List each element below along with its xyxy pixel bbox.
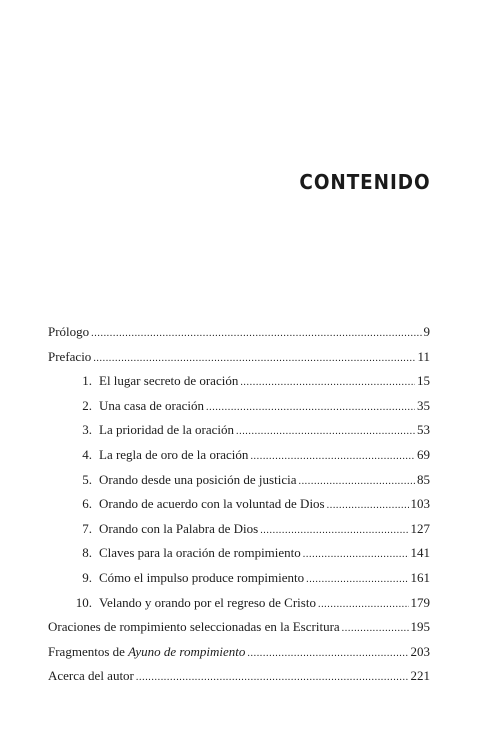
toc-dot-leader	[91, 320, 421, 347]
toc-dot-leader	[250, 443, 415, 470]
toc-page-number: 9	[423, 324, 430, 339]
toc-chapter-entry	[48, 517, 430, 542]
toc-entry-label: Velando y orando por el regreso de Cristo	[99, 594, 316, 610]
toc-entry-label: Una casa de oración	[99, 397, 205, 413]
toc-chapter-entry	[48, 492, 430, 517]
toc-page-number: 203	[410, 643, 430, 659]
toc-chapter-number: 10.	[75, 594, 92, 610]
toc-page-number: 11	[417, 348, 430, 364]
toc-page-number: 161	[410, 569, 430, 585]
toc-chapter-entry	[48, 369, 430, 394]
toc-entry	[48, 664, 430, 689]
toc-chapter-number: 7.	[82, 520, 92, 536]
toc-dot-leader	[260, 517, 408, 544]
toc-entry-label: Prefacio	[48, 348, 92, 364]
toc-chapter-number: 6.	[82, 496, 92, 512]
toc-entry-label: Orando con la Palabra de Dios	[99, 520, 259, 536]
toc-page-number: 103	[410, 496, 430, 512]
toc-page-number: 35	[417, 397, 430, 413]
toc-chapter-number: 2.	[82, 397, 92, 413]
page-title: CONTENIDO	[299, 170, 431, 194]
toc-entry	[48, 640, 430, 665]
toc-entry-label: Fragmentos de Ayuno de rompimiento	[48, 643, 246, 659]
toc-entry-label: Orando desde una posición de justicia	[99, 471, 297, 487]
toc-page-number: 179	[410, 594, 430, 610]
toc-chapter-entry	[48, 591, 430, 616]
toc-dot-leader	[327, 492, 409, 519]
table-of-contents	[48, 320, 430, 689]
toc-entry-label: Cómo el impulso produce rompimiento	[99, 569, 305, 585]
toc-dot-leader	[298, 468, 415, 495]
toc-page-number: 141	[410, 545, 430, 561]
toc-dot-leader	[206, 394, 415, 421]
toc-page-number: 85	[417, 471, 430, 487]
toc-dot-leader	[93, 345, 415, 372]
toc-chapter-number: 9.	[82, 569, 92, 585]
toc-dot-leader	[236, 418, 415, 445]
toc-chapter-number: 4.	[82, 446, 92, 462]
toc-dot-leader	[240, 369, 415, 396]
toc-chapter-entry	[48, 394, 430, 419]
toc-entry-label: El lugar secreto de oración	[99, 373, 239, 389]
toc-entry-label: Prólogo	[48, 324, 90, 339]
toc-chapter-entry	[48, 541, 430, 566]
toc-entry	[48, 615, 430, 640]
toc-chapter-number: 5.	[82, 471, 92, 487]
toc-chapter-entry	[48, 468, 430, 493]
toc-dot-leader	[306, 566, 408, 593]
toc-entry	[48, 320, 430, 345]
toc-entry-label: Acerca del autor	[48, 668, 134, 684]
toc-page-number: 127	[410, 520, 430, 536]
toc-dot-leader	[247, 640, 408, 667]
toc-dot-leader	[318, 591, 409, 618]
toc-chapter-entry	[48, 418, 430, 443]
toc-entry-label: La prioridad de la oración	[99, 422, 234, 438]
toc-entry-label: Claves para la oración de rompimiento	[99, 545, 301, 561]
toc-chapter-entry	[48, 566, 430, 591]
toc-dot-leader	[136, 664, 409, 691]
toc-entry-label: Orando de acuerdo con la voluntad de Dios	[99, 496, 325, 512]
toc-dot-leader	[303, 541, 409, 568]
toc-entry	[48, 345, 430, 370]
toc-chapter-number: 8.	[82, 545, 92, 561]
toc-page-number: 15	[417, 373, 430, 389]
toc-entry-label-italic: Ayuno de rompimiento	[128, 643, 246, 659]
toc-entry-label: Oraciones de rompimiento seleccionadas en la Escritura	[48, 619, 340, 635]
toc-page-number: 221	[410, 668, 430, 684]
toc-page-number: 53	[417, 422, 430, 438]
toc-dot-leader	[342, 615, 409, 642]
toc-chapter-number: 3.	[82, 422, 92, 438]
toc-chapter-number: 1.	[82, 373, 92, 389]
toc-entry-label: La regla de oro de la oración	[99, 446, 249, 462]
toc-page-number: 69	[417, 446, 430, 462]
toc-chapter-entry	[48, 443, 430, 468]
toc-page-number: 195	[410, 619, 430, 635]
